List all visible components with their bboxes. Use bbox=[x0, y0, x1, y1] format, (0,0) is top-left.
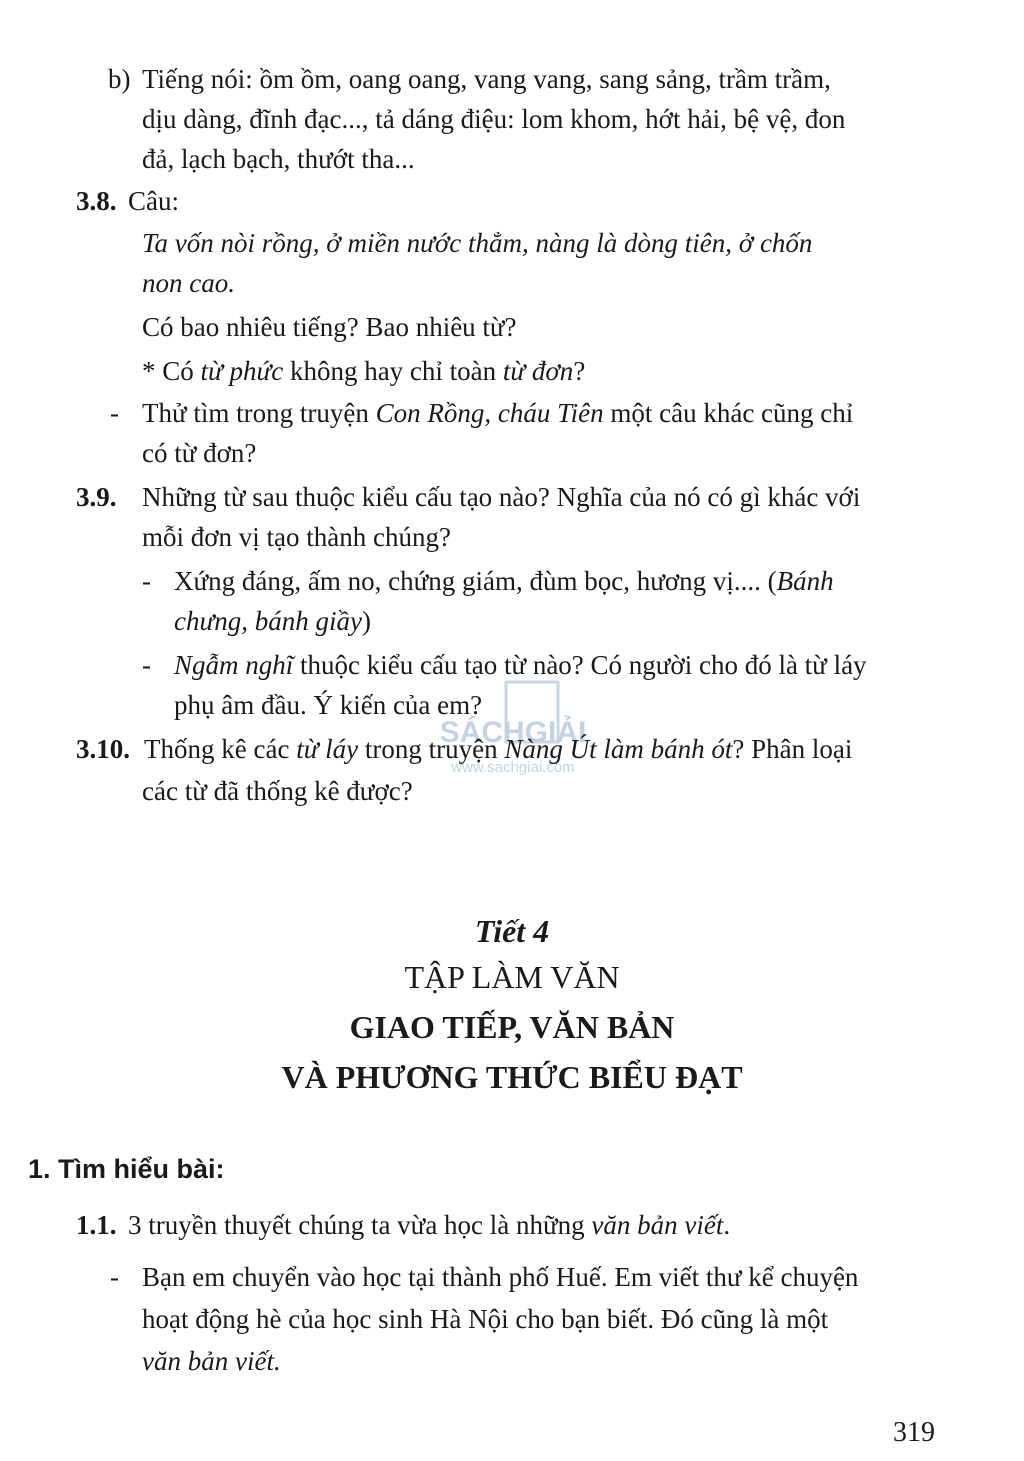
q2-term-tu-don: từ đơn bbox=[502, 356, 574, 386]
exercise-3-9-line-1: Những từ sau thuộc kiểu cấu tạo nào? Nghĩa của nó có gì khác với bbox=[142, 482, 861, 512]
exercise-3-8-quote-line-2: non cao. bbox=[142, 268, 235, 298]
star-marker: * bbox=[142, 356, 156, 386]
item-b-line-2: dịu dàng, đĩnh đạc..., tả dáng điệu: lom khom, hớt hải, bệ vệ, đon bbox=[142, 104, 846, 134]
q3-text-a: Thử tìm trong truyện bbox=[142, 398, 369, 428]
q2-text-e: ? bbox=[573, 356, 586, 386]
exercise-3-9-bullet-1-line-2 bbox=[174, 600, 944, 642]
bullet-1-text: Xứng đáng, ấm no, chứng giám, đùm bọc, hương vị.... ( bbox=[174, 566, 777, 596]
ex-1-1-text: 3 truyền thuyết chúng ta vừa học là những bbox=[128, 1210, 585, 1240]
exercise-3-8-label: Câu: bbox=[128, 186, 179, 216]
ex-3-10-term: từ láy bbox=[296, 734, 359, 764]
exercise-3-9-bullet-1 bbox=[174, 560, 944, 602]
q2-text-c: không hay chỉ toàn bbox=[289, 356, 497, 386]
watermark-url: www.sachgiai.com bbox=[451, 759, 575, 776]
q3-text-c: một câu khác cũng chỉ bbox=[610, 398, 854, 428]
exercise-1-1-bullet-line-1: Bạn em chuyển vào học tại thành phố Huế. Em viết thư kể chuyện bbox=[142, 1262, 859, 1292]
exercise-1-1-number: 1.1. bbox=[76, 1210, 117, 1240]
ex-1-1-term: văn bản viết bbox=[591, 1210, 724, 1240]
exercise-3-8-question-2 bbox=[142, 350, 942, 392]
lesson-title-line-2: VÀ PHƯƠNG THỨC BIỂU ĐẠT bbox=[281, 1059, 743, 1095]
lesson-title-line-1: GIAO TIẾP, VĂN BẢN bbox=[349, 1009, 675, 1045]
ex-3-10-text-a: Thống kê các bbox=[144, 734, 290, 764]
exercise-3-8-question-3-line-2: có từ đơn? bbox=[142, 438, 257, 468]
ex-3-10-text-e: ? Phân loại bbox=[732, 734, 853, 764]
exercise-3-8-question-3 bbox=[142, 392, 942, 434]
bullet-dash: - bbox=[142, 566, 151, 596]
page-number: 319 bbox=[893, 1417, 935, 1448]
watermark-brand: SÁCHGIẢI bbox=[439, 716, 587, 749]
exercise-3-10-line-2: các từ đã thống kê được? bbox=[142, 776, 413, 806]
item-b-line-3: đả, lạch bạch, thướt tha... bbox=[142, 144, 415, 174]
bullet-1-title-start: Bánh bbox=[776, 566, 834, 596]
q2-text-a: Có bbox=[162, 356, 194, 386]
lesson-period: Tiết 4 bbox=[474, 913, 550, 949]
exercise-3-10-number: 3.10. bbox=[76, 734, 130, 764]
lesson-subject: TẬP LÀM VĂN bbox=[404, 959, 620, 995]
exercise-1-1-bullet-line-2: hoạt động hè của học sinh Hà Nội cho bạn biết. Đó cũng là một bbox=[142, 1304, 829, 1334]
exercise-3-9-bullet-2-line-2: phụ âm đầu. Ý kiến của em? bbox=[174, 690, 483, 720]
ex-3-10-story-title: Nàng Út làm bánh ót bbox=[504, 734, 733, 764]
q3-story-title: Con Rồng, cháu Tiên bbox=[375, 398, 604, 428]
section-heading: 1. Tìm hiểu bài: bbox=[28, 1154, 225, 1184]
bullet-1-title-end: chưng, bánh giầy bbox=[174, 606, 362, 636]
exercise-3-10-line-1 bbox=[144, 728, 944, 770]
exercise-3-9-bullet-2 bbox=[174, 644, 944, 686]
bullet-2-term: Ngẫm nghĩ bbox=[174, 650, 294, 680]
item-b-marker: b) bbox=[108, 64, 131, 94]
q2-term-tu-phuc: từ phức bbox=[200, 356, 284, 386]
bullet-dash: - bbox=[110, 1262, 119, 1292]
exercise-3-9-number: 3.9. bbox=[76, 482, 117, 512]
exercise-3-8-number: 3.8. bbox=[76, 186, 117, 216]
bullet-dash: - bbox=[142, 650, 151, 680]
exercise-1-1-line bbox=[128, 1204, 928, 1246]
item-b-line-1: Tiếng nói: ồm ồm, oang oang, vang vang, sang sảng, trầm trầm, bbox=[142, 64, 831, 94]
exercise-3-8-quote-line-1: Ta vốn nòi rồng, ở miền nước thẳm, nàng là dòng tiên, ở chốn bbox=[142, 228, 813, 258]
bullet-2-text: thuộc kiểu cấu tạo từ nào? Có người cho đó là từ láy bbox=[300, 650, 867, 680]
exercise-3-8-question-1: Có bao nhiêu tiếng? Bao nhiêu từ? bbox=[142, 312, 517, 342]
bullet-dash: - bbox=[110, 398, 119, 428]
exercise-3-9-line-2: mỗi đơn vị tạo thành chúng? bbox=[142, 522, 451, 552]
bullet-1-close-paren: ) bbox=[361, 606, 371, 636]
exercise-1-1-bullet-line-3: văn bản viết. bbox=[142, 1346, 281, 1376]
ex-3-10-text-c: trong truyện bbox=[364, 734, 498, 764]
ex-1-1-period: . bbox=[723, 1210, 731, 1240]
